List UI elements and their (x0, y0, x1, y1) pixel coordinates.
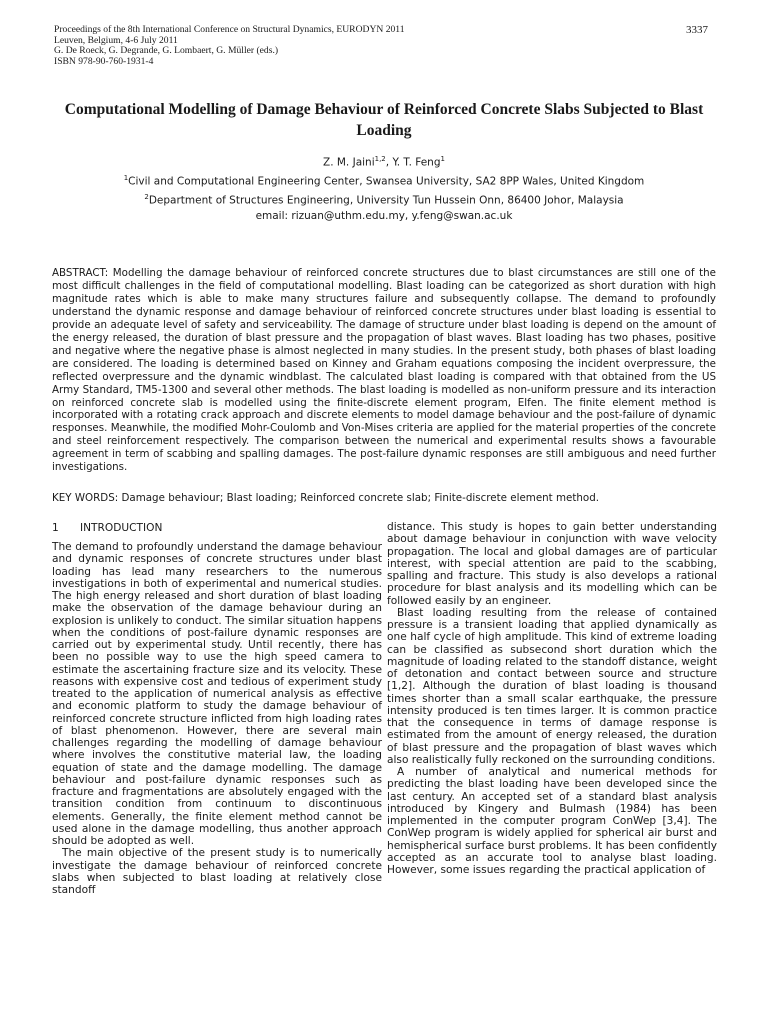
author-1: Z. M. Jaini (323, 156, 375, 169)
section-number: 1 (52, 522, 59, 534)
intro-paragraph-2-continued: distance. This study is hopes to gain better understanding about damage behaviour in conjunction with wave velocity propagation. The local and global damages are of particular interest, with special attention are paid to the scabbing, spalling and fracture. This study is also develops a rational procedure for blast analysis and its modelling which can be followed easily by an engineer. (387, 521, 717, 607)
author-1-affiliation-mark: 1,2 (374, 155, 386, 163)
left-column (52, 521, 382, 896)
header-conference: Proceedings of the 8th International Conference on Structural Dynamics, EURODYN 2011 (54, 24, 405, 35)
intro-paragraph-2: The main objective of the present study is to numerically investigate the damage behaviour of reinforced concrete slabs when subjected to blast loading at relatively close standoff (52, 847, 382, 896)
header-location-date: Leuven, Belgium, 4-6 July 2011 (54, 34, 178, 46)
author-2: Y. T. Feng (392, 156, 441, 169)
abstract: ABSTRACT: Modelling the damage behaviour of reinforced concrete structures due to blast circumstances are still one of the most difficult challenges in the field of computational modelling. Blast loading can be categorized as short duration with high magnitude rates which is able to make many structures failure and subsequently collapse. The demand to profoundly understand the dynamic response and damage behaviour of reinforced concrete structures under blast loading is essential to provide an adequate level of safety and serviceability. The damage of structure under blast loading is depend on the amount of the energy released, the duration of blast pressure and the propagation of blast waves. Blast loading has two phases, positive and negative where the negative phase is almost neglected in many studies. In the present study, both phases of blast loading are considered. The loading is determined based on Kinney and Graham equations composing the incident overpressure, the reflected overpressure and the dynamic windblast. The calculated blast loading is compared with that obtained from the US Army Standard, TM5-1300 and several other methods. The blast loading is modelled as non-uniform pressure and its interaction on reinforced concrete slab is modelled using the finite-discrete element program, Elfen. The finite element method is incorporated with a rotating crack approach and discrete elements to model damage behaviour and the post-failure of dynamic responses. Meanwhile, the modified Mohr-Coulomb and Von-Mises criteria are applied for the material properties of the concrete and steel reinforcement respectively. The comparison between the numerical and experimental results shows a favourable agreement in term of scabbing and spalling damages. The post-failure dynamic responses are still ambiguous and need further investigations. (52, 267, 716, 474)
author-separator: , (385, 156, 393, 169)
page-number: 3337 (686, 24, 708, 36)
header-isbn: ISBN 978-90-760-1931-4 (54, 55, 154, 67)
section-title: INTRODUCTION (80, 522, 163, 534)
affiliation-2-text: Department of Structures Engineering, University Tun Hussein Onn, 86400 Johor, Malaysia (148, 194, 624, 207)
intro-paragraph-4: A number of analytical and numerical methods for predicting the blast loading have been developed since the last century. An accepted set of a standard blast analysis introduced by Kingery and Bulmash (1984) has been implemented in the computer program ConWep [3,4]. The ConWep program is widely applied for spherical air burst and hemispherical surface burst problems. It has been confidently accepted as an accurate tool to analyse blast loading. However, some issues regarding the practical application of (387, 766, 717, 876)
intro-paragraph-3: Blast loading resulting from the release of contained pressure is a transient loading that applied dynamically as one half cycle of high amplitude. This kind of extreme loading can be classified as subsecond short duration which the magnitude of loading related to the standoff distance, weight of detonation and contact between source and structure [1,2]. Although the duration of blast loading is thousand times shorter than a small scalar earthquake, the pressure intensity produced is ten times larger. It is common practice that the consequence in terms of damage response is estimated from the amount of energy released, the duration of blast pressure and the propagation of blast waves which also realistically fully reckoned on the surrounding conditions. (387, 606, 717, 766)
author-block (40, 152, 728, 225)
paper-title: Computational Modelling of Damage Behaviour of Reinforced Concrete Slabs Subjected to Blast Loading (64, 101, 704, 139)
affiliation-1-mark: 1 (123, 174, 129, 182)
intro-paragraph-1: The demand to profoundly understand the damage behaviour and dynamic responses of concrete structures under blast loading has lead many researchers to the numerous investigations in both of experimental and numerical studies. The high energy released and short duration of blast loading make the observation of the damage behaviour during an explosion is unlikely to conduct. The similar situation happens when the conditions of post-failure dynamic responses are carried out by experimental study. Until recently, there has been no possible way to use the high speed camera to estimate the ascertaining fracture size and its velocity. These reasons with expensive cost and tedious of experiment study treated to the application of numerical analysis as effective and economic platform to study the damage behaviour of reinforced concrete structure inflicted from high loading rates of blast phenomenon. However, there are several main challenges regarding the modelling of damage behaviour where involves the constitutive material law, the loading equation of state and the damage modelling. The damage behaviour and post-failure dynamic responses such as fracture and fragmentations are absolutely engaged with the transition condition from continuum to discontinuous elements. Generally, the finite element method cannot be used alone in the damage modelling, thus another approach should be adopted as well. (52, 541, 382, 847)
affiliation-2 (40, 190, 728, 209)
right-column (387, 521, 717, 876)
author-names (40, 152, 728, 171)
affiliation-1 (40, 171, 728, 190)
affiliation-2-mark: 2 (144, 193, 149, 201)
proceedings-header (54, 25, 654, 67)
keywords: KEY WORDS: Damage behaviour; Blast loading; Reinforced concrete slab; Finite-discrete element method. (52, 492, 600, 504)
author-email: email: rizuan@uthm.edu.my, y.feng@swan.ac.uk (255, 210, 513, 222)
author-2-affiliation-mark: 1 (440, 155, 445, 163)
header-editors: G. De Roeck, G. Degrande, G. Lombaert, G. Müller (eds.) (54, 45, 279, 57)
section-heading (52, 521, 382, 535)
affiliation-1-text: Civil and Computational Engineering Center, Swansea University, SA2 8PP Wales, United Kingdom (128, 175, 645, 188)
